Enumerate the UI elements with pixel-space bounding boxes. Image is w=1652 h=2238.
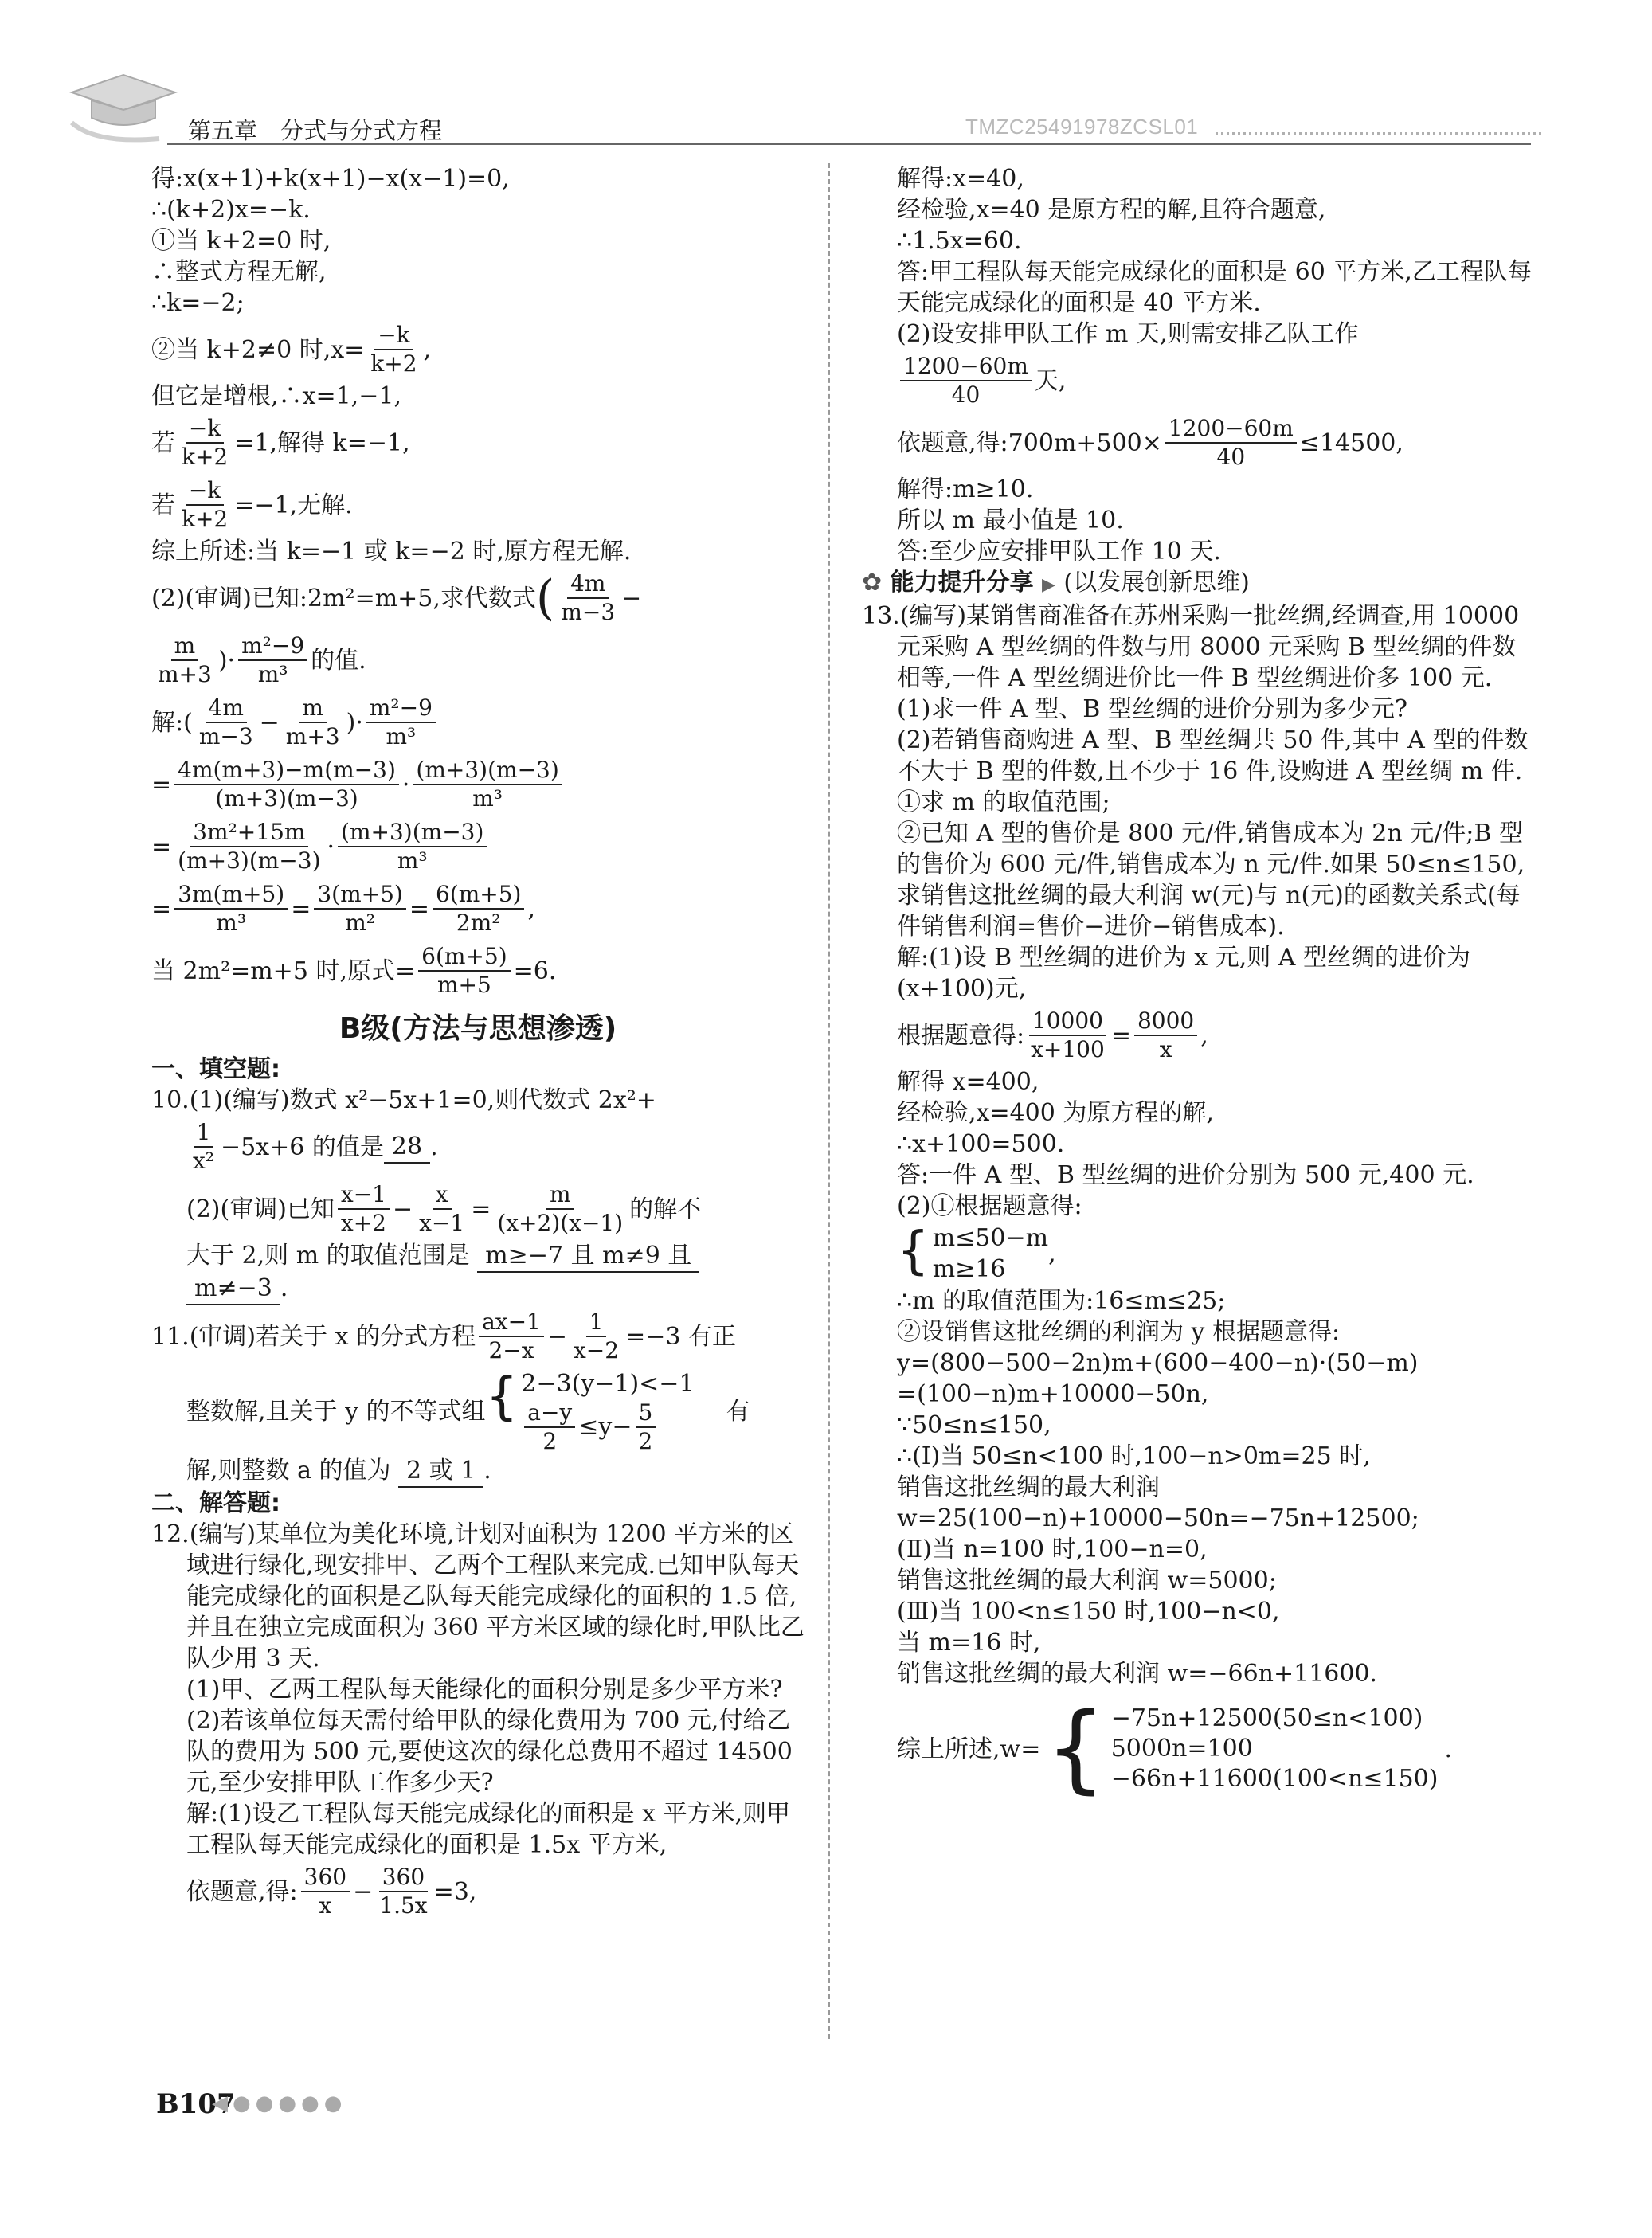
text-line: ∴(Ⅰ)当 50≤n<100 时,100−n>0m=25 时, xyxy=(897,1442,1371,1470)
fraction: $\frac{6(m+5)}{\text{2m²}}$ xyxy=(433,881,525,937)
header-rule xyxy=(167,143,1531,145)
text: −5x+6 的值是 xyxy=(221,1133,384,1161)
fraction: $\frac{1200-60m}{40}$ xyxy=(1165,415,1297,471)
text-line: ∴整式方程无解, xyxy=(151,258,327,286)
formula-line: = $\frac{3m(m+5)}{\text{m³}}$ = $\frac{3(m+5)}{\text{m²}}$ = $\frac{6(m+5)}{\text{2m²}}$ , xyxy=(151,881,536,936)
question-12: 12.(编写)某单位为美化环境,计划对面积为 1200 平方米的区域进行绿化,现安排甲、乙两个工程队来完成.已知甲队每天能完成绿化的面积是乙队每天能完成绿化的面积的 1.5 倍,并且在独立完成面积为 360 平方米区域的绿化时,甲队比乙队少用 3 天. xyxy=(151,1520,804,1673)
text-line: ∴m 的取值范围为:16≤m≤25; xyxy=(897,1287,1226,1315)
play-triangle-icon: ▶ xyxy=(1042,575,1055,595)
fraction: $\frac{-k}{k+2}$ xyxy=(182,415,229,470)
solution-text: 解:(1)设乙工程队每天能完成绿化的面积是 x 平方米,则甲工程队每天能完成绿化的面积是 1.5x 平方米, xyxy=(186,1800,791,1859)
text: 的值. xyxy=(311,646,366,675)
text-line: 解得 x=400, xyxy=(897,1068,1039,1096)
text-line: y=(800−500−2n)m+(600−400−n)·(50−m) xyxy=(897,1349,1419,1377)
fill-blank-title: 一、填空题: xyxy=(151,1055,280,1083)
text-line: 解得:x=40, xyxy=(897,165,1024,193)
fraction: $\frac{m}{(x+2)(x-1)}$ xyxy=(497,1181,624,1236)
fraction: $\frac{6(m+5)}{m+5}$ xyxy=(418,943,511,999)
header-dots xyxy=(1216,132,1542,135)
formula-line: = $\frac{4m(m+3)-m(m-3)}{(m+3)(m-3)}$ · $\frac{(m+3)(m-3)}{\text{m³}}$ xyxy=(151,753,804,816)
text: (2)(审调)已知 xyxy=(186,1195,335,1223)
text-line: 所以 m 最小值是 10. xyxy=(897,507,1124,534)
text-line: ∵50≤n≤150, xyxy=(897,1411,1051,1439)
text-line: 大于 2,则 m 的取值范围是 m≥−7 且 m≠9 且 xyxy=(151,1240,804,1273)
answer-blank: 28 xyxy=(384,1131,430,1164)
text: )· xyxy=(217,646,236,675)
text-line: 当 m=16 时, xyxy=(897,1629,1041,1657)
text: − xyxy=(259,708,280,737)
text: 若 xyxy=(151,491,175,519)
text-line: 综上所述:当 k=−1 或 k=−2 时,原方程无解. xyxy=(151,538,632,565)
text: 解:( xyxy=(151,708,193,737)
fraction: $\frac{360}{1.5x}$ xyxy=(379,1864,428,1919)
text-line: =(100−n)m+10000−50n, xyxy=(897,1380,1209,1408)
left-column xyxy=(151,163,804,1923)
text-line: ①当 k+2=0 时, xyxy=(151,227,331,255)
answer-blank: 2 或 1 xyxy=(398,1455,483,1488)
text-line: 得:x(x+1)+k(x+1)−x(x−1)=0, xyxy=(151,165,510,193)
text: =−3 有正 xyxy=(625,1322,736,1351)
formula-line xyxy=(151,567,804,629)
formula-line xyxy=(151,1116,804,1178)
text: ≤14500, xyxy=(1299,428,1403,457)
fraction: $\frac{-k}{k+2}$ xyxy=(182,477,229,532)
fraction: $\frac{(m+3)(m-3)}{\text{m³}}$ xyxy=(413,757,562,812)
answer-blank: m≥−7 且 m≠9 且 xyxy=(477,1240,699,1273)
inequality-system: { m≤50−m m≥16 , xyxy=(897,1222,1056,1283)
question-10-1: 10.(1)(编写)数式 x²−5x+1=0,则代数式 2x²+ xyxy=(151,1086,656,1114)
formula-line xyxy=(862,412,1539,474)
fraction: $\frac{m}{m+3}$ xyxy=(285,694,340,749)
text: − xyxy=(621,584,642,612)
text: ②当 k+2≠0 时,x= xyxy=(151,335,365,364)
text-line: 解,则整数 a 的值为 2 或 1 . xyxy=(151,1455,804,1488)
formula-line xyxy=(151,940,804,1002)
text: , xyxy=(423,335,432,364)
fraction: $\frac{3m(m+5)}{\text{m³}}$ xyxy=(174,881,288,937)
text-line: ∴1.5x=60. xyxy=(897,227,1022,255)
formula-line xyxy=(151,319,804,381)
question-13-part1: (1)求一件 A 型、B 型丝绸的进价分别为多少元? xyxy=(897,695,1407,723)
fraction: $\frac{-k}{k+2}$ xyxy=(370,322,417,377)
text: (2)(审调)已知:2m²=m+5,求代数式 xyxy=(151,584,536,612)
text: =−1,无解. xyxy=(234,491,353,519)
answer-section-title: 二、解答题: xyxy=(151,1489,280,1517)
fraction: $\frac{360}{x}$ xyxy=(301,1864,350,1919)
solution-text: 解:(1)设 B 型丝绸的进价为 x 元,则 A 型丝绸的进价为(x+100)元, xyxy=(897,944,1470,1003)
formula-line: (2)(审调)已知 $\frac{x-1}{x+2}$ − $\frac{x}{x-1}$ = $\frac{m}{(x+2)(x-1)}$ 的解不 xyxy=(186,1181,702,1236)
text-line: w=25(100−n)+10000−50n=−75n+12500; xyxy=(897,1504,1419,1532)
gear-icon: ✿ xyxy=(862,569,883,597)
text-line: 答:一件 A 型、B 型丝绸的进价分别为 500 元,400 元. xyxy=(897,1161,1474,1189)
fraction: $\frac{1}{x-2}$ xyxy=(574,1309,620,1364)
text-line: 销售这批丝绸的最大利润 xyxy=(897,1473,1160,1501)
fraction: $\frac{8000}{x}$ xyxy=(1134,1007,1197,1063)
text: )· xyxy=(346,708,363,737)
answer-blank: m≠−3 xyxy=(186,1273,280,1305)
question-13: 13.(编写)某销售商准备在苏州采购一批丝绸,经调查,用 10000 元采购 A 型丝绸的件数与用 8000 元采购 B 型丝绸的件数相等,一件 A 型丝绸进价比一件 B 型丝绸进价多 100 元. xyxy=(862,602,1520,692)
text-line: 经检验,x=40 是原方程的解,且符合题意, xyxy=(897,196,1326,224)
fraction: $\frac{x-1}{x+2}$ xyxy=(338,1181,390,1237)
formula-line xyxy=(151,629,804,691)
fraction: $\frac{x}{x-1}$ xyxy=(419,1181,465,1236)
text: 天, xyxy=(1034,366,1067,395)
text: . xyxy=(430,1133,438,1161)
text: 根据题意得: xyxy=(897,1021,1025,1050)
text: 依题意,得:700m+500× xyxy=(897,428,1162,457)
text-line: (2)设安排甲队工作 m 天,则需安排乙队工作 xyxy=(897,320,1359,348)
chapter-title: 第五章 分式与分式方程 xyxy=(188,117,443,144)
text-line: 销售这批丝绸的最大利润 w=−66n+11600. xyxy=(897,1660,1378,1688)
section-title-b: B级(方法与思想渗透) xyxy=(339,1012,617,1045)
formula-line xyxy=(151,412,804,474)
question-13-part2: (2)若销售商购进 A 型、B 型丝绸共 50 件,其中 A 型的件数不大于 B 型的件数,且不少于 16 件,设购进 A 型丝绸 m 件. xyxy=(897,726,1529,785)
text: 的解不 xyxy=(629,1195,702,1223)
document-code: TMZC25491978ZCSL01 xyxy=(965,115,1199,139)
question-13-sub1: ①求 m 的取值范围; xyxy=(897,788,1110,816)
fraction: $\frac{4m(m+3)-m(m-3)}{(m+3)(m-3)}$ xyxy=(174,757,399,812)
text-line: ②设销售这批丝绸的利润为 y 根据题意得: xyxy=(897,1318,1341,1346)
right-column xyxy=(862,163,1539,1809)
formula-line: 依题意,得: $\frac{360}{x}$ − $\frac{360}{1.5x}$ =3, xyxy=(186,1864,477,1919)
text: =6. xyxy=(513,957,557,985)
formula-line xyxy=(151,474,804,536)
formula-line: = $\frac{\text{3m²+15m}}{(m+3)(m-3)}$ · $\frac{(m+3)(m-3)}{\text{m³}}$ xyxy=(151,816,804,878)
fraction: $\frac{1200-60m}{40}$ xyxy=(900,353,1032,409)
text: 整数解,且关于 y 的不等式组 xyxy=(186,1397,486,1426)
text: 11.(审调)若关于 x 的分式方程 xyxy=(151,1322,476,1351)
text: , xyxy=(1200,1021,1208,1050)
text: =1,解得 k=−1, xyxy=(234,428,410,457)
footer-dots: ◀●●●●● xyxy=(212,2091,347,2115)
fraction: $\frac{1}{\text{x²}}$ xyxy=(193,1119,215,1174)
formula-line xyxy=(151,1367,804,1455)
page-number: B107 xyxy=(156,2088,236,2120)
question-13-sub2: ②已知 A 型的售价是 800 元/件,销售成本为 2n 元/件;B 型的售价为 600 元/件,销售成本为 n 元/件.如果 50≤n≤150,求销售这批丝绸的最大利润 w(元)与 n(元)的函数关系式(每件销售利润=售价−进价−销售成本). xyxy=(897,820,1525,941)
text-line: 答:至少应安排甲队工作 10 天. xyxy=(897,538,1221,565)
fraction: $\frac{4m}{m-3}$ xyxy=(198,694,253,749)
ability-banner: ✿ 能力提升分享 ▶ (以发展创新思维) xyxy=(862,569,1250,597)
text-line: ∴(k+2)x=−k. xyxy=(151,196,311,224)
text-line: 销售这批丝绸的最大利润 w=5000; xyxy=(897,1567,1277,1594)
text: 有 xyxy=(726,1397,750,1426)
fraction: $\frac{10000}{x+100}$ xyxy=(1028,1007,1108,1063)
text-line: (Ⅲ)当 100<n≤150 时,100−n<0, xyxy=(897,1598,1280,1626)
text-line: (2)①根据题意得: xyxy=(897,1192,1082,1220)
text-line: 答:甲工程队每天能完成绿化的面积是 60 平方米,乙工程队每天能完成绿化的面积是 40 平方米. xyxy=(897,258,1532,317)
text: 依题意,得: xyxy=(186,1877,298,1906)
text-line: ∴k=−2; xyxy=(151,289,245,317)
text-line: 但它是增根,∴x=1,−1, xyxy=(151,382,401,410)
formula-line: 根据题意得: $\frac{10000}{x+100}$ = $\frac{8000}{x}$ , xyxy=(897,1007,1208,1062)
question-12-part2: (2)若该单位每天需付给甲队的绿化费用为 700 元,付给乙队的费用为 500 元,要使这次的绿化总费用不超过 14500 元,至少安排甲队工作多少天? xyxy=(186,1707,793,1797)
text-line: 解得:m≥10. xyxy=(897,475,1034,503)
graduation-cap-icon xyxy=(64,68,183,148)
text: 当 2m²=m+5 时,原式= xyxy=(151,957,416,985)
text-line: m≠−3 . xyxy=(151,1273,804,1305)
fraction: $\frac{\text{3m²+15m}}{(m+3)(m-3)}$ xyxy=(178,819,321,874)
fraction: $\frac{(m+3)(m-3)}{\text{m³}}$ xyxy=(338,819,487,874)
column-divider xyxy=(828,163,830,2039)
text-line: (Ⅱ)当 n=100 时,100−n=0, xyxy=(897,1536,1208,1563)
fraction: $\frac{m}{m+3}$ xyxy=(158,632,212,687)
fraction: $\frac{\text{m²−9}}{\text{m³}}$ xyxy=(366,694,436,750)
text-line: ∴x+100=500. xyxy=(897,1130,1065,1158)
piecewise-function: 综上所述,w= { −75n+12500(50≤n<100) 5000n=100 −66n+11600(100<n≤150) . xyxy=(897,1693,1452,1804)
text: =3, xyxy=(433,1877,477,1906)
fraction: $\frac{3(m+5)}{\text{m²}}$ xyxy=(314,881,406,937)
text: 若 xyxy=(151,428,175,457)
text-line: 经检验,x=400 为原方程的解, xyxy=(897,1099,1214,1127)
inequality-system: { 2−3(y−1)<−1 $\frac{a-y}{2}$ ≤y− $\frac{5}{2}$ xyxy=(485,1367,695,1454)
question-12-part1: (1)甲、乙两工程队每天能绿化的面积分别是多少平方米? xyxy=(186,1676,783,1704)
formula-line xyxy=(862,350,1539,412)
formula-line: 11.(审调)若关于 x 的分式方程 $\frac{ax-1}{2-x}$ − $\frac{1}{x-2}$ =−3 有正 xyxy=(151,1309,736,1364)
fraction: $\frac{\text{m²−9}}{\text{m³}}$ xyxy=(238,632,307,688)
fraction: $\frac{4m}{m-3}$ xyxy=(561,570,616,625)
formula-line xyxy=(151,691,804,753)
fraction: $\frac{ax-1}{2-x}$ xyxy=(479,1309,544,1364)
paren: ( xyxy=(535,570,555,626)
